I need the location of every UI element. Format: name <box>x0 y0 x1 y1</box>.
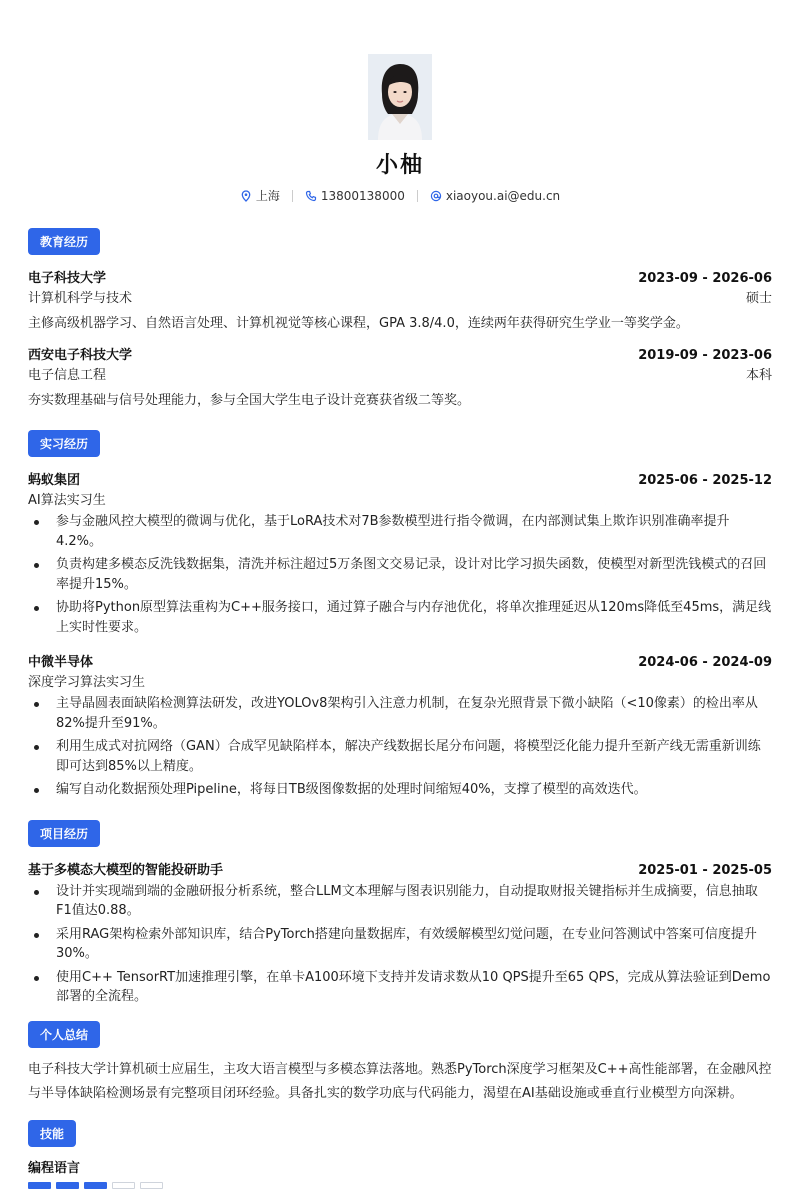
list-item: 采用RAG架构检索外部知识库，结合PyTorch搭建向量数据库，有效缓解模型幻觉问题，在专业问答测试中答案可信度提升30%。 <box>28 925 772 964</box>
bullet-list <box>28 882 772 1007</box>
job-role: AI算法实习生 <box>28 493 106 508</box>
date-range: 2025-06 - 2025-12 <box>638 473 772 488</box>
profile-photo <box>368 54 432 140</box>
list-item: 协助将Python原型算法重构为C++服务接口，通过算子融合与内存池优化，将单次推理延迟从120ms降低至45ms，满足线上实时性要求。 <box>28 598 772 637</box>
contact-email[interactable] <box>430 189 560 203</box>
phone-text: 13800138000 <box>320 188 405 203</box>
location-text: 上海 <box>255 189 280 203</box>
education-entry <box>28 344 772 411</box>
list-item: 编写自动化数据预处理Pipeline，将每日TB级图像数据的处理时间缩短40%，支撑了模型的高效迭代。 <box>28 780 772 800</box>
project-section <box>28 820 772 1007</box>
list-item: 参与金融风控大模型的微调与优化，基于LoRA技术对7B参数模型进行指令微调，在内部测试集上欺诈识别准确率提升4.2%。 <box>28 512 772 551</box>
education-section <box>28 228 772 410</box>
internship-section <box>28 430 772 800</box>
bullet-list <box>28 694 772 800</box>
internship-entry <box>28 651 772 800</box>
project-entry <box>28 859 772 1007</box>
email-icon <box>430 190 442 202</box>
section-title: 教育经历 <box>28 228 100 255</box>
section-title: 实习经历 <box>28 430 100 457</box>
skills-section <box>28 1120 772 1189</box>
project-name: 基于多模态大模型的智能投研助手 <box>28 862 224 878</box>
candidate-name: 小柚 <box>375 153 424 178</box>
list-item: 设计并实现端到端的金融研报分析系统，整合LLM文本理解与图表识别能力，自动提取财报关键指标并生成摘要，信息抽取F1值达0.88。 <box>28 882 772 921</box>
internship-entry <box>28 469 772 637</box>
degree: 本科 <box>745 367 772 383</box>
date-range: 2023-09 - 2026-06 <box>638 271 772 286</box>
list-item: 使用C++ TensorRT加速推理引擎，在单卡A100环境下支持并发请求数从10 QPS提升至65 QPS，完成从算法验证到Demo部署的全流程。 <box>28 968 772 1007</box>
resume-header <box>28 0 772 204</box>
skill-segment-filled <box>84 1182 107 1189</box>
skill-segment-empty <box>112 1182 135 1189</box>
company-name: 中微半导体 <box>28 655 94 670</box>
summary-text: 电子科技大学计算机硕士应届生，主攻大语言模型与多模态算法落地。熟悉PyTorch深度学习框架及C++高性能部署，在金融风控与半导体缺陷检测场景有完整项目闭环经验。具备扎实的数学功底与代码能力，渴望在AI基础设施或垂直行业模型方向深耕。 <box>28 1061 772 1101</box>
list-item: 主导晶圆表面缺陷检测算法研发，改进YOLOv8架构引入注意力机制，在复杂光照背景下微小缺陷（<10像素）的检出率从82%提升至91%。 <box>28 694 772 733</box>
major: 计算机科学与技术 <box>28 291 133 306</box>
bullet-list <box>28 512 772 637</box>
email-text[interactable]: xiaoyou.ai@edu.cn <box>445 188 561 203</box>
education-description: 主修高级机器学习、自然语言处理、计算机视觉等核心课程，GPA 3.8/4.0，连续两年获得研究生学业一等奖学金。 <box>28 316 689 331</box>
job-role: 深度学习算法实习生 <box>28 675 146 690</box>
skill-level-bar <box>28 1182 772 1189</box>
contact-divider <box>417 190 418 202</box>
skill-category: 编程语言 <box>28 1160 81 1176</box>
contact-location <box>240 187 280 204</box>
date-range: 2024-06 - 2024-09 <box>638 655 772 670</box>
list-item: 利用生成式对抗网络（GAN）合成罕见缺陷样本，解决产线数据长尾分布问题，将模型泛化能力提升至新产线无需重新训练即可达到85%以上精度。 <box>28 737 772 776</box>
date-range: 2019-09 - 2023-06 <box>638 347 772 363</box>
skill-segment-filled <box>56 1182 79 1189</box>
location-pin-icon <box>240 190 252 202</box>
summary-section <box>28 1021 772 1106</box>
skill-segment-filled <box>28 1182 51 1189</box>
major: 电子信息工程 <box>28 367 107 383</box>
school-name: 电子科技大学 <box>28 271 107 286</box>
contact-line <box>28 187 772 204</box>
phone-icon <box>305 190 317 202</box>
skill-segment-empty <box>140 1182 163 1189</box>
section-title: 项目经历 <box>28 820 100 847</box>
section-title: 个人总结 <box>28 1021 100 1048</box>
list-item: 负责构建多模态反洗钱数据集，清洗并标注超过5万条图文交易记录，设计对比学习损失函数，使模型对新型洗钱模式的召回率提升15%。 <box>28 555 772 594</box>
degree: 硕士 <box>745 291 772 306</box>
contact-phone <box>305 189 405 203</box>
education-entry <box>28 267 772 334</box>
company-name: 蚂蚁集团 <box>28 473 81 488</box>
education-description: 夯实数理基础与信号处理能力，参与全国大学生电子设计竞赛获省级二等奖。 <box>28 392 471 408</box>
school-name: 西安电子科技大学 <box>28 347 133 363</box>
contact-divider <box>292 190 293 202</box>
date-range: 2025-01 - 2025-05 <box>638 862 772 878</box>
section-title: 技能 <box>28 1120 76 1147</box>
